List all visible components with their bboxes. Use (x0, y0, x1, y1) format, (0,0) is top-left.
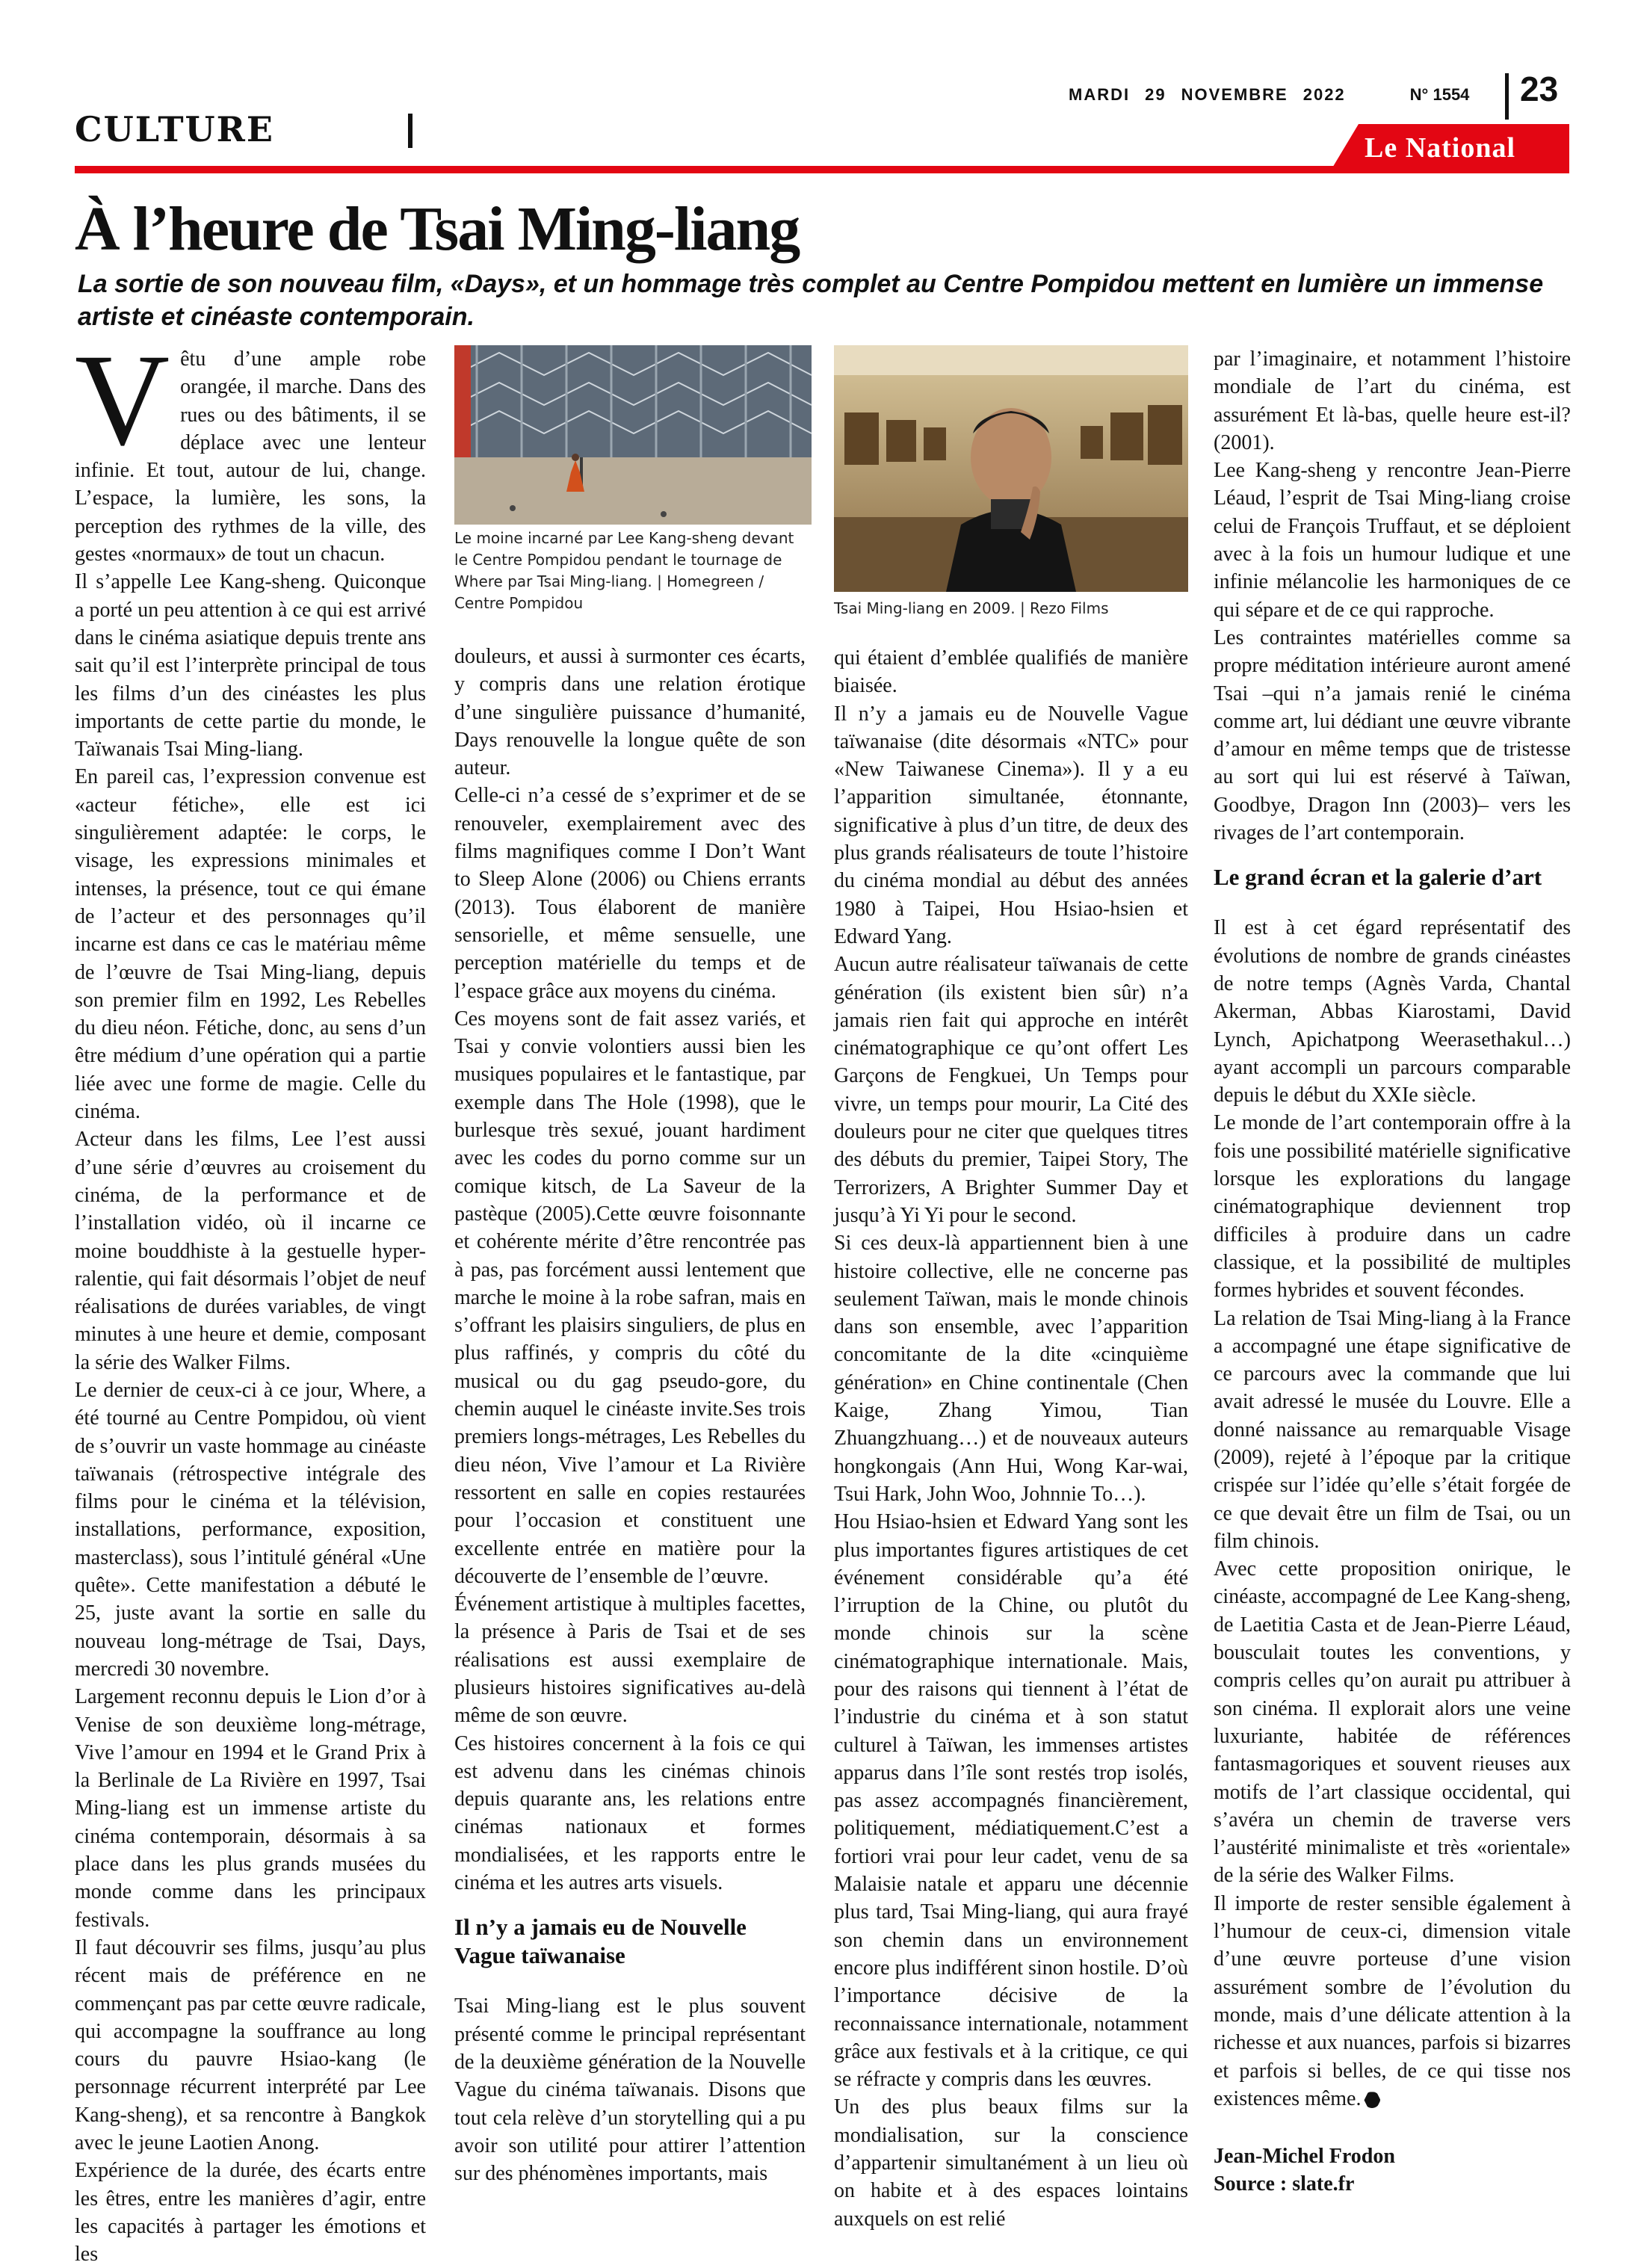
issue-date: 29 (1145, 85, 1166, 104)
photo-caption-2: Tsai Ming-liang en 2009. | Rezo Films (834, 599, 1109, 617)
article-column-2 (454, 643, 806, 2186)
article-column-1 (75, 327, 426, 2267)
page-number-divider (1505, 73, 1509, 120)
byline (1214, 2142, 1571, 2198)
paragraph: Largement reconnu depuis le Lion d’or à Venise de son deuxième long-métrage, Vive l’amour en 1994 et le Grand Prix à la Berlinale de La Rivière en 1997, Tsai Ming-liang est un immense artiste du cinéma contemporain, désormais à sa place dans les plus grands musées du monde comme dans les principaux festivals. (75, 1685, 426, 1932)
paragraph: Lee Kang-sheng y rencontre Jean-Pierre Léaud, l’esprit de Tsai Ming-liang croise celui de François Truffaut, et se déploient avec à la fois un humour ludique et une infinie mélancolie les harmoniques de ce qui sépare et de ce qui rapproche. (1214, 459, 1571, 622)
paragraph: douleurs, et aussi à surmonter ces écarts, y compris dans une relation érotique d’une singulière puissance d’humanité, Days renouvelle la longue quête de son auteur. (454, 645, 806, 780)
paragraph: Hou Hsiao-hsien et Edward Yang sont les plus importantes figures artistiques de cet événement considérable qu’a été l’irruption de la Chine, ou plutôt du monde chinois sur la scène cinématographique internationale. Mais, pour des raisons qui tiennent à l’état de l’industrie du cinéma et à son statut culturel à Taïwan, les immenses artistes apparus dans l’île sont restés trop isolés, pas assez accompagnés financièrement, politiquement, médiatiquement.C’est a fortiori vrai pour leur cadet, venu de sa Malaisie natale et apparu une décennie plus tard, Tsai Ming-liang, qui aura frayé son chemin dans un environnement encore plus indifférent sinon hostile. D’où l’importance décisive de la reconnaissance internationale, notamment grâce aux festivals et à la critique, ce qui se réfracte y compris dans les œuvres. (834, 1510, 1188, 2092)
article-source: Source : slate.fr (1214, 2172, 1355, 2196)
paragraph: Le dernier de ceux-ci à ce jour, Where, a été tourné au Centre Pompidou, où vient de s’ouvrir un vaste hommage au cinéaste taïwanais (rétrospective intégrale des films pour le cinéma et la télévision, installations, performance, exposition, masterclass), sous l’intitulé général «Une quête». Cette manifestation a débuté le 25, juste avant la sortie en salle du nouveau long-métrage de Tsai, Days, mercredi 30 novembre. (75, 1378, 426, 1681)
end-of-article-icon (1364, 2092, 1380, 2108)
paragraph: Si ces deux-là appartiennent bien à une histoire collective, elle ne concerne pas seulement Taïwan, mais le monde chinois dans son ensemble, avec l’apparition concomitante de la dite «cinquième génération» en Chine continentale (Chen Kaige, Zhang Yimou, Tian Zhuangzhuang…) et de nouveaux auteurs hongkongais (Ann Hui, Wong Kar-wai, Tsui Hark, John Woo, Johnnie To…). (834, 1232, 1188, 1506)
subheading-grand-ecran: Le grand écran et la galerie d’art (1214, 864, 1542, 891)
article-column-4 (1214, 345, 1571, 2196)
paragraph: Aucun autre réalisateur taïwanais de cette génération (ils existent bien sûr) n’a jamais rien fait qui approche en intérêt cinématographique ce qu’ont offert Les Garçons de Fengkuei, Un Temps pour vivre, un temps pour mourir, La Cité des douleurs pour ne citer que quelques titres des débuts du premier, Taipei Story, The Terrorizers, A Brighter Summer Day et jusqu’à Yi Yi pour le second. (834, 953, 1188, 1227)
paragraph (75, 327, 426, 568)
paragraph: Ces histoires concernent à la fois ce qui est advenu dans les cinémas chinois depuis quarante ans, les relations entre cinémas nationaux et formes mondialisées, et les rapports entre le cinéma et les autres arts visuels. (454, 1731, 806, 1895)
section-label: CULTURE (75, 109, 274, 149)
paragraph: En pareil cas, l’expression convenue est «acteur fétiche», elle est ici singulièrement adaptée: le corps, le visage, les expressions minimales et intenses, la présence, tout ce qui émane de l’acteur et des personnages qu’il incarne est dans ce cas le matériau même de l’œuvre de Tsai Ming-liang, depuis son premier film en 1992, Les Rebelles du dieu néon. Fétiche, donc, au sens d’un être médium d’une opération qui a partie liée avec une forme de magie. Celle du cinéma. (75, 765, 426, 1124)
paragraph: qui étaient d’emblée qualifiés de manière biaisée. (834, 646, 1188, 698)
photo-portrait (834, 345, 1188, 592)
issue-line (1069, 85, 1487, 105)
photo-caption-1: Le moine incarné par Lee Kang-sheng devant le Centre Pompidou pendant le tournage de Where par Tsai Ming-liang. | Homegreen / Centre Pompidou (454, 529, 794, 612)
pompidou-image (454, 345, 812, 525)
paragraph: Acteur dans les films, Lee l’est aussi d’une série d’œuvres au croisement du cinéma, de la performance et de l’installation vidéo, où il incarne ce moine bouddhiste à la gestuelle hyper-ralentie, qui fait désormais l’objet de neuf réalisations de durées variables, de vingt minutes à une heure et demie, composant la série des Walker Films. (75, 1128, 426, 1374)
page-number: 23 (1520, 69, 1559, 108)
paragraph: Celle-ci n’a cessé de s’exprimer et de se renouveler, exemplairement avec des films magnifiques comme I Don’t Want to Sleep Alone (2006) ou Chiens errants (2013). Tous élaborent de manière sensorielle, et même sensuelle, une perception matérielle du temps et de l’espace grâce aux moyens du cinéma. (454, 784, 806, 1003)
dropcap: V (75, 327, 170, 473)
paragraph-last (1214, 1890, 1571, 2113)
paragraph: Il n’y a jamais eu de Nouvelle Vague taïwanaise (dite désormais «NTC» pour «New Taiwanese Cinema»). Il y a eu l’apparition simultanée, étonnante, significative à plus d’un titre, de deux des plus grands réalisateurs de toute l’histoire du cinéma mondial au début des années 1980 à Taipei, Hou Hsiao-hsien et Edward Yang. (834, 702, 1188, 948)
paragraph: Un des plus beaux films sur la mondialisation, sur la conscience d’appartenir simultanément à un lieu où on habite et à des espaces lointains auxquels on est relié (834, 2095, 1188, 2231)
paragraph: Événement artistique à multiples facettes, la présence à Paris de Tsai et de ses réalisations est aussi exemplaire de plusieurs histoires significatives au-delà même de son œuvre. (454, 1592, 806, 1728)
paragraph: Ces moyens sont de fait assez variés, et Tsai y convie volontiers aussi bien les musiques populaires et le fantastique, par exemple dans The Hole (1998), que le burlesque très sexué, jouant hardiment avec les codes du porno comme sur un comique kitsch, de La Saveur de la pastèque (2005).Cette œuvre foisonnante et cohérente mérite d’être rencontrée pas à pas, pas forcément aussi lentement que marche le moine à la robe safran, mais en s’offrant les plaisirs singuliers, de plus en plus raffinés, y compris du côté du musical ou du gag pseudo-gore, du chemin auquel le cinéaste invite.Ses trois premiers longs-métrages, Les Rebelles du dieu néon, Vive l’amour et La Rivière ressortent en salle en copies restaurées pour l’occasion et constituent une excellente entrée en matière pour la découverte de l’ensemble de l’œuvre. (454, 1007, 806, 1588)
paragraph: par l’imaginaire, et notamment l’histoire mondiale de l’art du cinéma, est assurément Et là-bas, quelle heure est-il? (2001). (1214, 347, 1571, 454)
issue-number: N° 1554 (1409, 85, 1470, 104)
issue-day: MARDI (1069, 85, 1131, 104)
brand-rule (75, 166, 1569, 173)
paragraph: Tsai Ming-liang est le plus souvent présenté comme le principal représentant de la deuxième génération de la Nouvelle Vague du cinéma taïwanais. Disons que tout cela relève d’un storytelling qui a pu avoir son utilité pour attirer l’attention sur des phénomènes importants, mais (454, 1994, 806, 2186)
portrait-image (834, 345, 1188, 592)
paragraph: La relation de Tsai Ming-liang à la France a accompagné une étape significative de ce parcours avec la commande que lui avait adressé le musée du Louvre. Elle a donné naissance au remarquable Visage (2009), rejeté à l’époque par la critique crispée sur l’idée qu’elle s’était forgée de ce que devait être un film de Tsai, ou un film chinois. (1214, 1306, 1571, 1553)
paragraph: Le monde de l’art contemporain offre à la fois une possibilité matérielle significative lorsque les explorations du langage cinématographique deviennent trop difficiles à produire dans un cadre classique, et la possibilité de multiples formes hybrides et souvent fécondes. (1214, 1111, 1571, 1303)
paragraph: Il faut découvrir ses films, jusqu’au plus récent mais de préférence en ne commençant pas par cette œuvre radicale, qui accompagne la souffrance au long cours du pauvre Hsiao-kang (le personnage récurrent interprété par Lee Kang-sheng), et sa rencontre à Bangkok avec le jeune Laotien Anong. (75, 1935, 426, 2154)
masthead (0, 0, 1644, 172)
brand-name: Le National (1365, 132, 1516, 164)
author-name: Jean-Michel Frodon (1214, 2145, 1395, 2169)
paragraph: Il est à cet égard représentatif des évolutions de nombre de grands cinéastes de notre temps (Agnès Varda, Chantal Akerman, Abbas Kiarostami, David Lynch, Apichatpong Weerasethakul…) ayant accompli un parcours comparable depuis le début du XXIe siècle. (1214, 916, 1571, 1107)
article-column-3 (834, 644, 1188, 2231)
paragraph: Avec cette proposition onirique, le cinéaste, accompagné de Lee Kang-sheng, de Laetitia Casta et de Jean-Pierre Léaud, bousculait toutes les conventions, y compris celles qu’on aurait pu attribuer à son cinéma. Il explorait alors une veine luxuriante, habitée de références fantasmagoriques et souvent rieuses aux motifs de l’art classique occidental, qui s’avéra un chemin de traverse vers l’austérité minimaliste et très «orientale» de la série des Walker Films. (1214, 1557, 1571, 1888)
paragraph: Les contraintes matérielles comme sa propre méditation intérieure auront amené Tsai –qui n’a jamais renié le cinéma comme art, lui dédiant une œuvre vibrante d’amour en même temps que de tristesse au sort qui lui est réservé à Taïwan, Goodbye, Dragon Inn (2003)– vers les rivages de l’art contemporain. (1214, 625, 1571, 845)
article-title: À l’heure de Tsai Ming-liang (75, 194, 800, 264)
issue-year: 2022 (1302, 85, 1346, 104)
section-divider (408, 114, 412, 148)
issue-month: NOVEMBRE (1181, 85, 1288, 104)
paragraph-text: Il importe de rester sensible également à l’humour de ceux-ci, dimension vitale d’une œuvre porteuse d’une vision assurément sombre de l’évolution du monde, mais d’une délicate attention à la richesse et aux nuances, parfois si bizarres et parfois si belles, de ce qui tisse nos existences même. (1214, 1891, 1571, 2110)
article-deck: La sortie de son nouveau film, «Days», et un hommage très complet au Centre Pompidou mettent en lumière un immense artiste et cinéaste contemporain. (78, 270, 1544, 331)
paragraph: Expérience de la durée, des écarts entre les êtres, entre les manières d’agir, entre les capacités à partager les émotions et les (75, 2159, 426, 2267)
subheading-nouvelle-vague: Il n’y a jamais eu de Nouvelle Vague taïwanaise (454, 1914, 747, 1969)
paragraph-text: êtu d’une ample robe orangée, il marche. Dans des rues ou des bâtiments, il se déplace avec une lenteur infinie. Et tout, autour de lui, change. L’espace, la lumière, les sons, la perception des rythmes de la ville, des gestes «normaux» de tout un chacun. (75, 347, 426, 566)
paragraph: Il s’appelle Lee Kang-sheng. Quiconque a porté un peu attention à ce qui est arrivé dans le cinéma asiatique depuis trente ans sait qu’il est l’interprète principal de tous les films d’un des cinéastes les plus importants de cette partie du monde, le Taïwanais Tsai Ming-liang. (75, 570, 426, 761)
